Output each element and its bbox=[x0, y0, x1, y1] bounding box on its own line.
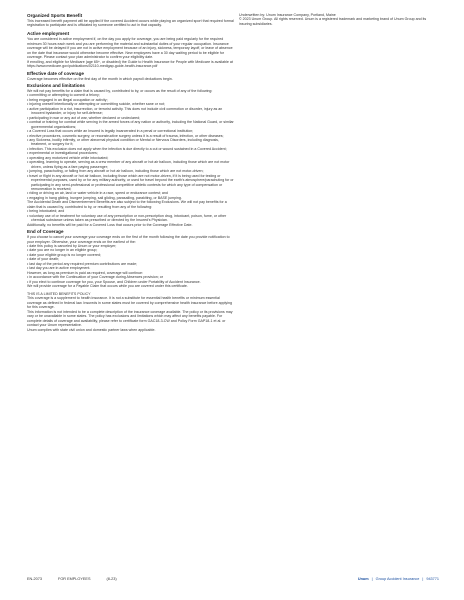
unum-logo: Unum bbox=[357, 576, 369, 581]
page-footer bbox=[27, 575, 439, 583]
end-coverage-list bbox=[27, 244, 235, 289]
add-exclusions-note: The Accidental Death and Dismemberment Benefits are also subject to the following Exclusions. We will not pay benefits for a claim that is caused by, contributed to by, or resulting from any of the following: bbox=[27, 200, 227, 209]
footer-separator: | bbox=[371, 576, 373, 581]
end-coverage-intro: If you choose to cancel your coverage your coverage ends on the first of the month following the date you provide notification to your employer. Otherwise, your coverage ends on the earliest of the: bbox=[27, 235, 230, 244]
exclusion-item: • experimental or investigational procedures; bbox=[27, 151, 235, 155]
exclusion-item: • a Covered Loss that occurs while an Insured is legally incarcerated in a penal or correctional institution; bbox=[27, 129, 235, 133]
active-employment-heading: Active employment bbox=[27, 31, 70, 37]
exclusion-item: • riding or driving an air, land or water vehicle in a race, speed or endurance contest; and bbox=[27, 191, 235, 195]
exclusion-item: • combat or training for combat while serving in the armed forces of any nation or authority, including the National Guard, or similar governmental organizations; bbox=[27, 120, 235, 129]
exclusions-additional: Additionally, no benefits will be paid for a Covered Loss that occurs prior to the Coverage Effective Date. bbox=[27, 222, 193, 227]
end-coverage-item: • date you are no longer in an eligible group; bbox=[27, 248, 235, 252]
limited-benefits-text: This coverage is a supplement to health insurance. It is not a substitute for essential health benefits or minimum essential coverage as defined in federal law. Insureds in some states must be covered by comprehensive health insurance before applying for this coverage. bbox=[27, 296, 232, 310]
effective-date-text: Coverage becomes effective on the first day of the month in which payroll deductions begin. bbox=[27, 76, 173, 81]
add-exclusions-list bbox=[27, 209, 235, 222]
end-coverage-note: However, as long as premium is paid as required, coverage will continue: bbox=[27, 270, 144, 275]
end-coverage-note: We will provide coverage for a Payable Claim that occurs while you are covered under this certificate. bbox=[27, 284, 188, 289]
end-coverage-item: • date this policy is canceled by Unum or your employer; bbox=[27, 244, 235, 248]
effective-date-heading: Effective date of coverage bbox=[27, 70, 84, 76]
limited-benefits-heading: THIS IS A LIMITED BENEFITS POLICY bbox=[27, 292, 91, 297]
exclusion-item: • jumping, parachuting, or falling from any aircraft or hot air balloon, including those which are not motor-driven; bbox=[27, 169, 235, 173]
exclusion-item: • engaging in hang gliding, bungee jumping, sail gliding, parasailing, parakiting, or BASE jumping. bbox=[27, 196, 235, 200]
side-column bbox=[239, 13, 439, 26]
footer-left bbox=[27, 577, 117, 581]
end-coverage-item: • if you elect to continue coverage for you, your Spouse, and Children under Portability of Accident Insurance. bbox=[27, 280, 235, 284]
medicare-text: If enrolling, and eligible for Medicare (age 65+, or disabled) the Guide to Health Insurance for People with Medicare is available at https://www.medicare.gov/publications/02110-medigap-guide-health-insurance.pdf bbox=[27, 59, 233, 69]
exclusion-item: • being engaged in an illegal occupation or activity; bbox=[27, 98, 235, 102]
main-column bbox=[27, 13, 235, 332]
end-coverage-item: • last day of the period any required premium contributions are made; bbox=[27, 262, 235, 266]
exclusions-heading: Exclusions and limitations bbox=[27, 83, 85, 89]
copyright-text: © 2023 Unum Group. All rights reserved. Unum is a registered trademark and marketing brand of Unum Group and its insuring subsidiaries. bbox=[239, 17, 427, 26]
exclusion-item: • travel or flight in any aircraft or hot air balloon, including those which are not motor-driven, if it is being used for testing or experimental purposes, used by or for any military authority, or used for travel beyond the earth's atmosphere/parachuting for or participating in any semi-professional or professional competitive athletic contests for which any type of compensation or remuneration is received; bbox=[27, 174, 235, 192]
end-coverage-item: • in accordance with the Continuation of your Coverage during Absences provision; or bbox=[27, 275, 235, 279]
exclusion-item: • elective procedures, cosmetic surgery, or reconstructive surgery unless it is a result of trauma, infection, or other diseases; bbox=[27, 134, 235, 138]
end-coverage-item: • date of your death; bbox=[27, 257, 235, 261]
end-coverage-item: • last day you are in active employment. bbox=[27, 266, 235, 270]
exclusion-item: • committing or attempting to commit a felony; bbox=[27, 93, 235, 97]
exclusion-item: • participating in war or any act of war, whether declared or undeclared; bbox=[27, 116, 235, 120]
exclusion-item: • injuring oneself intentionally or attempting or committing suicide, whether sane or not; bbox=[27, 102, 235, 106]
footer-right bbox=[358, 577, 439, 581]
exclusion-item: • operating any motorized vehicle while intoxicated; bbox=[27, 156, 235, 160]
audience-label: FOR EMPLOYEES bbox=[58, 576, 91, 581]
organized-sports-heading: Organized Sports Benefit bbox=[27, 13, 83, 18]
footer-separator-2: | bbox=[422, 576, 424, 581]
exclusions-intro: We will not pay benefits for a claim that is caused by, contributed to by, or occurs as the result of any of the following: bbox=[27, 89, 213, 94]
exclusion-item: • active participation in a riot, insurrection, or terrorist activity. This does not include civil commotion or disorder, injury as an innocent bystander, or injury for self-defense; bbox=[27, 107, 235, 116]
exclusion-item: • operating, learning to operate, serving as a crew member of any aircraft or hot air balloon, including those which are not motor driven, unless flying as a fare paying passenger; bbox=[27, 160, 235, 169]
form-code: EN-2073 bbox=[27, 576, 42, 581]
product-number: 943771 bbox=[426, 576, 439, 581]
exclusion-item: • infection. This exclusion does not apply when the infection is due directly to a cut or wound sustained in a Covered Accident; bbox=[27, 147, 235, 151]
exclusions-list bbox=[27, 93, 235, 200]
exclusion-item: • voluntary use of or treatment for voluntary use of any prescription or non-prescription drug, intoxicant, poison, fume, or other chemical substance unless taken as prescribed or directed by the Insured's Physician. bbox=[27, 214, 235, 223]
end-coverage-heading: End of Coverage bbox=[27, 229, 64, 235]
underwriter-text: Underwritten by: Unum Insurance Company, Portland, Maine bbox=[239, 13, 336, 17]
organized-sports-text: This increased benefit payment will be applied if the covered Accident occurs while playing an organized sport that required formal registration to participate and is officiated by someone certified to act in that capacity. bbox=[27, 19, 234, 28]
limited-benefits-text-3: Unum complies with state civil union and domestic partner laws when applicable. bbox=[27, 327, 156, 332]
end-coverage-item: • date your eligible group is no longer covered; bbox=[27, 253, 235, 257]
exclusion-item: • any Sickness, bodily infirmity, or other abnormal physical condition or Mental or Nervous Disorders, including diagnosis, treatment, or surgery for it; bbox=[27, 138, 235, 147]
active-employment-text: You are considered in active employment if, on the day you apply for coverage, you are being paid regularly for the required minimum 30 hours each week and you are performing the material and substantial duties of your regular occupation. Insurance coverage will be delayed if you are not in active employment because of an injury, sickness, temporary layoff, or leave of absence on the date that insurance would otherwise become effective. New employees have a 30 day waiting period to be eligible for coverage. Please contact your plan administrator to confirm your eligibility date. bbox=[27, 37, 233, 60]
form-date: (8-23) bbox=[106, 576, 117, 581]
product-name: Group Accident Insurance bbox=[375, 576, 420, 581]
limited-benefits-text-2: This information is not intended to be a complete description of the insurance coverage available. The policy or its provisions may vary or be unavailable in some states. The policy has exclusions and limitations which may affect any benefits payable. For complete details of coverage and availability, please refer to certificate form GAC18-3-CW and Policy Form GAP18-1 et al. or contact your Unum representative. bbox=[27, 309, 233, 328]
exclusion-item: • being intoxicated; and bbox=[27, 209, 235, 213]
